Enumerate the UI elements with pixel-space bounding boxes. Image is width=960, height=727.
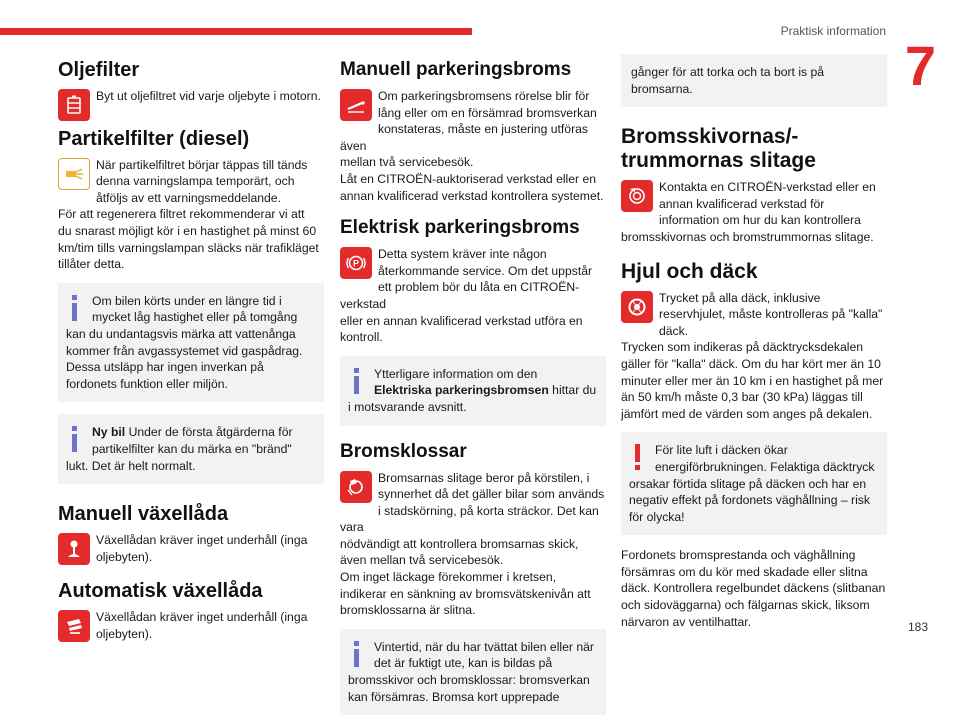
electric-parking-brake-text: P Detta system kräver inte någon återkommande service. Om det uppstår ett problem bör du låta en CITROËN-verkstad eller en annan kvalificerad verkstad utföra en kontroll. — [340, 247, 593, 345]
exhaust-pipe-icon — [58, 158, 90, 190]
info-note-new-car: Ny bil Under de första åtgärderna för partikelfilter kan du märka en "bränd" lukt. Det är helt normalt. — [58, 414, 324, 484]
info-icon — [68, 426, 84, 452]
brake-disc-icon — [621, 180, 653, 212]
info-note-steam: Om bilen körts under en längre tid i mycket låg hastighet eller på tomgång kan du undantagsvis märka att vattenånga kommer från avgassystemet vid gaspådrag. Dessa utsläpp har ingen inverkan på fordonets funktion eller miljön. — [58, 283, 324, 403]
heading-particle-filter: Partikelfilter (diesel) — [58, 127, 250, 150]
info-icon — [350, 368, 366, 394]
warning-note-tyre-pressure: För lite luft i däcken ökar energiförbrukningen. Felaktiga däcktryck orsakar förtida slitage på däcken och har en negativ effekt på fordonets väghållning – risk för olycka! — [621, 432, 887, 535]
section-header-title: Praktisk information — [780, 24, 886, 38]
header-accent-bar — [0, 28, 472, 35]
info-note-winter: Vintertid, när du har tvättat bilen eller när det är fuktigt ute, kan is bildas på bromsskivor och bromsklossar: bromsverkan kan försämras. Bromsa kort upprepade — [340, 629, 606, 715]
warning-icon — [631, 444, 647, 470]
wheels-tyres-text: Trycket på alla däck, inklusive reservhjulet, måste kontrolleras på "kalla" däck. Trycken som indikeras på däcktrycksdekalen gäller för "kalla" däck. Om du har kört mer än 10 minuter eller mer än 10 km i en hastighet på mer än 50 km/h måste 0,3 bar (30 kPa) läggas till jämfört med de värden som anges på dekalen. — [621, 290, 884, 421]
tyre-icon — [621, 291, 653, 323]
gear-lever-icon — [58, 533, 90, 565]
heading-wheels-tyres: Hjul och däck — [621, 259, 758, 283]
brake-pads-text: Bromsarnas slitage beror på körstilen, i synnerhet då det gäller bilar som används i stadskörning, på korta sträckor. Det kan vara nödvändigt att kontrollera bromsarnas skick, även mellan två servicebesök. Om inget läckage förekommer i kretsen, indikerar en sänkning av bromsvätskenivån att bromsklossarna är slitna. — [340, 470, 605, 618]
info-icon — [68, 295, 84, 321]
automatic-gearbox-text: Växellådan kräver inget underhåll (inga oljebyten). — [58, 609, 324, 642]
gear-selector-icon — [58, 610, 90, 642]
heading-manual-gearbox: Manuell växellåda — [58, 503, 229, 526]
info-note-winter-continued: gånger för att torka och ta bort is på bromsarna. — [621, 54, 887, 107]
info-icon — [350, 641, 366, 667]
chapter-number: 7 — [904, 34, 936, 97]
electric-parking-brake-icon — [340, 247, 372, 279]
page-number: 183 — [907, 620, 928, 634]
info-note-parking-brake: Ytterligare information om den Elektriska parkeringsbromsen hittar du i motsvarande avsnitt. — [340, 356, 606, 426]
column-3 — [621, 52, 887, 630]
oil-filter-text: Byt ut oljefiltret vid varje oljebyte i motorn. — [58, 88, 324, 105]
column-1 — [58, 52, 324, 644]
svg-text:P: P — [352, 258, 360, 269]
manual-gearbox-text: Växellådan kräver inget underhåll (inga oljebyten). — [58, 532, 324, 565]
manual-parking-brake-text: Om parkeringsbromsens rörelse blir för lång eller om en försämrad bromsverkan konstateras, måste en justering utföras även mellan två servicebesök. Låt en CITROËN-auktoriserad verkstad eller en annan kvalificerad verkstad kontrollera systemet. — [340, 89, 604, 203]
particle-filter-text: När partikelfiltret börjar täppas till tänds denna varningslampa temporärt, och åtföljs av ett varningsmeddelande. För att regenerera filtret rekommenderar vi att du snarast möjligt kör i en hastighet på minst 60 km/tim tills varningslampan släcks när trafikläget tillåter detta. — [58, 157, 319, 272]
heading-automatic-gearbox: Automatisk växellåda — [58, 580, 263, 603]
brake-discs-text: Kontakta en CITROËN-verkstad eller en annan kvalificerad verkstad för information om hur du kan kontrollera bromsskivornas och bromstrummornas slitage. — [621, 180, 876, 244]
column-2 — [340, 52, 606, 727]
heading-oil-filter: Oljefilter — [58, 59, 140, 81]
tyre-condition-text: Fordonets bromsprestanda och väghållning försämras om du kör med skadade eller slitna däck. Kontrollera regelbundet däckens (slitbanan och sidoväggarna) och fälgarnas skick, liksom närvaron av ventilhattar. — [621, 548, 886, 629]
heading-brake-discs: Bromsskivornas/- trummornas slitage — [621, 125, 816, 173]
brake-pad-icon — [340, 471, 372, 503]
parking-brake-lever-icon — [340, 89, 372, 121]
heading-brake-pads: Bromsklossar — [340, 440, 467, 462]
oil-drum-icon — [58, 89, 90, 121]
heading-manual-parking-brake: Manuell parkeringsbroms — [340, 59, 572, 80]
heading-electric-parking-brake: Elektrisk parkeringsbroms — [340, 217, 580, 239]
